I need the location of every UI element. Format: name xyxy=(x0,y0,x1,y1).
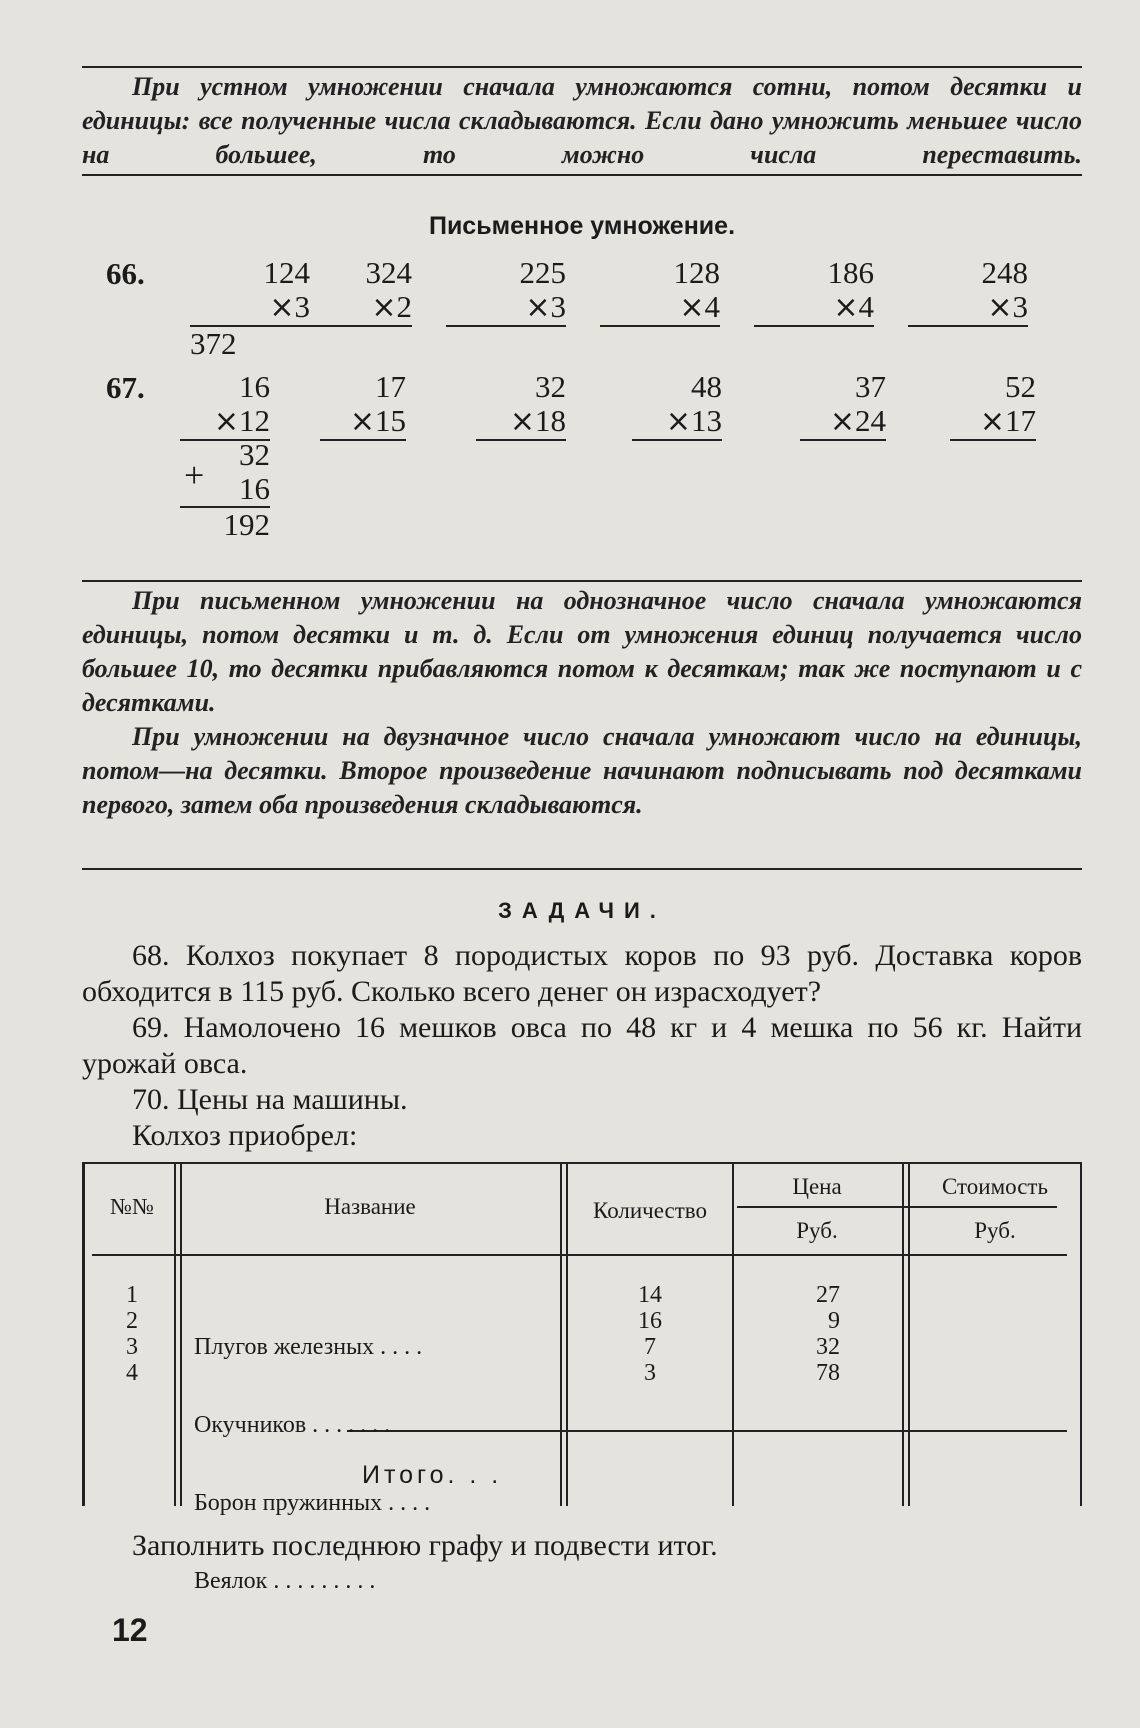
oral-multiplication-rule xyxy=(82,70,1082,172)
plus-sign-icon: + xyxy=(184,455,205,495)
times-sign-icon: × xyxy=(509,404,535,439)
multiplier-row xyxy=(320,404,406,441)
col-border xyxy=(902,1162,904,1506)
multiplicand: 16 xyxy=(239,369,270,404)
multiplier: 12 xyxy=(239,403,270,438)
exercise-66-problem-4 xyxy=(600,256,720,327)
partial-product-2: 16 xyxy=(239,471,270,506)
col-num xyxy=(92,1282,172,1386)
row-2-num: 2 xyxy=(126,1308,138,1334)
rule-divider xyxy=(82,868,1082,870)
multiplicand: 17 xyxy=(375,369,406,404)
row-4-qty: 3 xyxy=(644,1360,656,1386)
multiplier: 24 xyxy=(855,403,886,438)
multiplier-row xyxy=(908,290,1028,327)
written-rule-1: При письменном умножении на однозначное число сначала умножаются единицы, потом десятки и т. д. Если от умножения единиц получается число большее 10, то десятки прибавляются потом к десяткам; так же поступают и с десятками. xyxy=(82,586,1082,717)
col-border xyxy=(1080,1162,1082,1506)
header-bottom-border xyxy=(92,1254,1067,1256)
times-sign-icon: × xyxy=(349,404,375,439)
col-price xyxy=(734,1282,840,1386)
exercise-66-problem-5 xyxy=(754,256,874,327)
written-multiplication-rules xyxy=(82,584,1082,822)
multiplier: 15 xyxy=(375,403,406,438)
tasks-block xyxy=(82,938,1082,1154)
header-name: Название xyxy=(324,1194,416,1219)
col-border xyxy=(908,1162,910,1506)
multiplier-row xyxy=(446,290,566,327)
multiplicand: 186 xyxy=(827,255,874,290)
multiplicand: 48 xyxy=(691,369,722,404)
task-70: 70. Цены на машины. xyxy=(132,1083,408,1116)
closing-block xyxy=(82,1528,1082,1564)
section-title: Письменное умножение. xyxy=(428,212,736,240)
row-2-price: 9 xyxy=(828,1308,840,1334)
exercise-67-label: 67. xyxy=(106,370,145,405)
row-3-num: 3 xyxy=(126,1334,138,1360)
final-product: 192 xyxy=(223,507,270,542)
header-price: Цена xyxy=(792,1174,842,1199)
multiplier: 17 xyxy=(1005,403,1036,438)
partial-product-1: 32 xyxy=(239,437,270,472)
multiplicand: 124 xyxy=(263,255,310,290)
header-cost: Стоимость xyxy=(942,1174,1048,1199)
exercise-67-problem-6 xyxy=(950,370,1036,441)
multiplicand: 225 xyxy=(519,255,566,290)
times-sign-icon: × xyxy=(269,290,295,325)
times-sign-icon: × xyxy=(371,290,397,325)
row-3-price: 32 xyxy=(816,1334,840,1360)
multiplicand: 37 xyxy=(855,369,886,404)
table-top-border xyxy=(82,1162,1082,1164)
times-sign-icon: × xyxy=(213,404,239,439)
oral-rule-text: При устном умножении сначала умножаются сотни, потом десятки и единицы: все полученные числа складываются. Если дано умножить меньшее число на большее, то можно числа переставить. xyxy=(82,72,1082,169)
task-68: 68. Колхоз покупает 8 породистых коров по 93 руб. Доставка коров обходится в 115 руб. Сколько всего денег он израсходует? xyxy=(82,939,1082,1008)
multiplier-row xyxy=(476,404,566,441)
row-1-qty: 14 xyxy=(638,1282,662,1308)
page-number: 12 xyxy=(112,1612,148,1648)
times-sign-icon: × xyxy=(525,290,551,325)
exercise-67-problem-5 xyxy=(800,370,886,441)
exercise-67-problem-1 xyxy=(180,370,270,441)
exercise-66-problem-2 xyxy=(292,256,412,327)
multiplier: 18 xyxy=(535,403,566,438)
times-sign-icon: × xyxy=(833,290,859,325)
multiplicand: 52 xyxy=(1005,369,1036,404)
times-sign-icon: × xyxy=(665,404,691,439)
col-qty xyxy=(568,1282,732,1386)
multiplier: 2 xyxy=(396,289,412,324)
total-label: Итого. . . xyxy=(362,1461,503,1489)
exercise-67-problem-4 xyxy=(632,370,722,441)
header-unit-divider xyxy=(737,1206,1057,1208)
row-1-num: 1 xyxy=(126,1282,138,1308)
times-sign-icon: × xyxy=(829,404,855,439)
exercise-67-problem-3 xyxy=(476,370,566,441)
multiplier-row xyxy=(950,404,1036,441)
multiplier-row xyxy=(600,290,720,327)
multiplier: 3 xyxy=(550,289,566,324)
multiplier-row xyxy=(754,290,874,327)
times-sign-icon: × xyxy=(987,290,1013,325)
times-sign-icon: × xyxy=(679,290,705,325)
multiplier: 4 xyxy=(858,289,874,324)
multiplicand: 324 xyxy=(365,255,412,290)
rule-divider xyxy=(82,580,1082,582)
multiplier-row xyxy=(632,404,722,441)
multiplicand: 32 xyxy=(535,369,566,404)
times-sign-icon: × xyxy=(979,404,1005,439)
row-4-name: Веялок . . . . . . . . . xyxy=(194,1568,376,1594)
col-border xyxy=(560,1162,562,1506)
multiplier-row xyxy=(800,404,886,441)
exercise-66-problem-6 xyxy=(908,256,1028,327)
row-4-num: 4 xyxy=(126,1360,138,1386)
worked-solution xyxy=(180,438,270,542)
product: 372 xyxy=(190,326,237,361)
multiplier: 13 xyxy=(691,403,722,438)
col-border xyxy=(82,1162,85,1506)
top-rule xyxy=(82,66,1082,68)
header-num: №№ xyxy=(110,1194,154,1219)
task-69: 69. Намолочено 16 мешков овса по 48 кг и 4 мешка по 56 кг. Найти урожай овса. xyxy=(82,1011,1082,1080)
header-qty: Количество xyxy=(593,1198,707,1223)
header-price-unit: Руб. xyxy=(796,1218,838,1243)
row-1-name: Плугов железных . . . . xyxy=(194,1334,423,1360)
exercise-66-label: 66. xyxy=(106,256,145,291)
row-3-name: Борон пружинных . . . . xyxy=(194,1490,431,1516)
multiplier: 3 xyxy=(1012,289,1028,324)
tasks-title: ЗАДАЧИ. xyxy=(498,898,666,923)
header-cost-unit: Руб. xyxy=(974,1218,1016,1243)
row-2-qty: 16 xyxy=(638,1308,662,1334)
multiplier: 4 xyxy=(704,289,720,324)
row-1-price: 27 xyxy=(816,1282,840,1308)
multiplier-row xyxy=(180,404,270,441)
row-3-qty: 7 xyxy=(644,1334,656,1360)
exercise-66-problem-3 xyxy=(446,256,566,327)
exercise-67-problem-2 xyxy=(320,370,406,441)
closing-instruction: Заполнить последнюю графу и подвести итог. xyxy=(132,1529,718,1562)
task-70-sub: Колхоз приобрел: xyxy=(132,1119,358,1152)
rule-divider xyxy=(82,174,1082,176)
written-rule-2: При умножении на двузначное число сначала умножают число на единицы, потом—на десятки. Второе произведение начинают подписывать под десятками первого, затем оба произведения складываются. xyxy=(82,722,1082,819)
multiplier: 3 xyxy=(294,289,310,324)
row-2-name: Окучников . . . . . . . xyxy=(194,1412,391,1438)
multiplicand: 248 xyxy=(981,255,1028,290)
row-4-price: 78 xyxy=(816,1360,840,1386)
col-border xyxy=(174,1162,176,1506)
multiplicand: 128 xyxy=(673,255,720,290)
partial-product-2-row xyxy=(180,455,270,508)
multiplier-row xyxy=(292,290,412,327)
